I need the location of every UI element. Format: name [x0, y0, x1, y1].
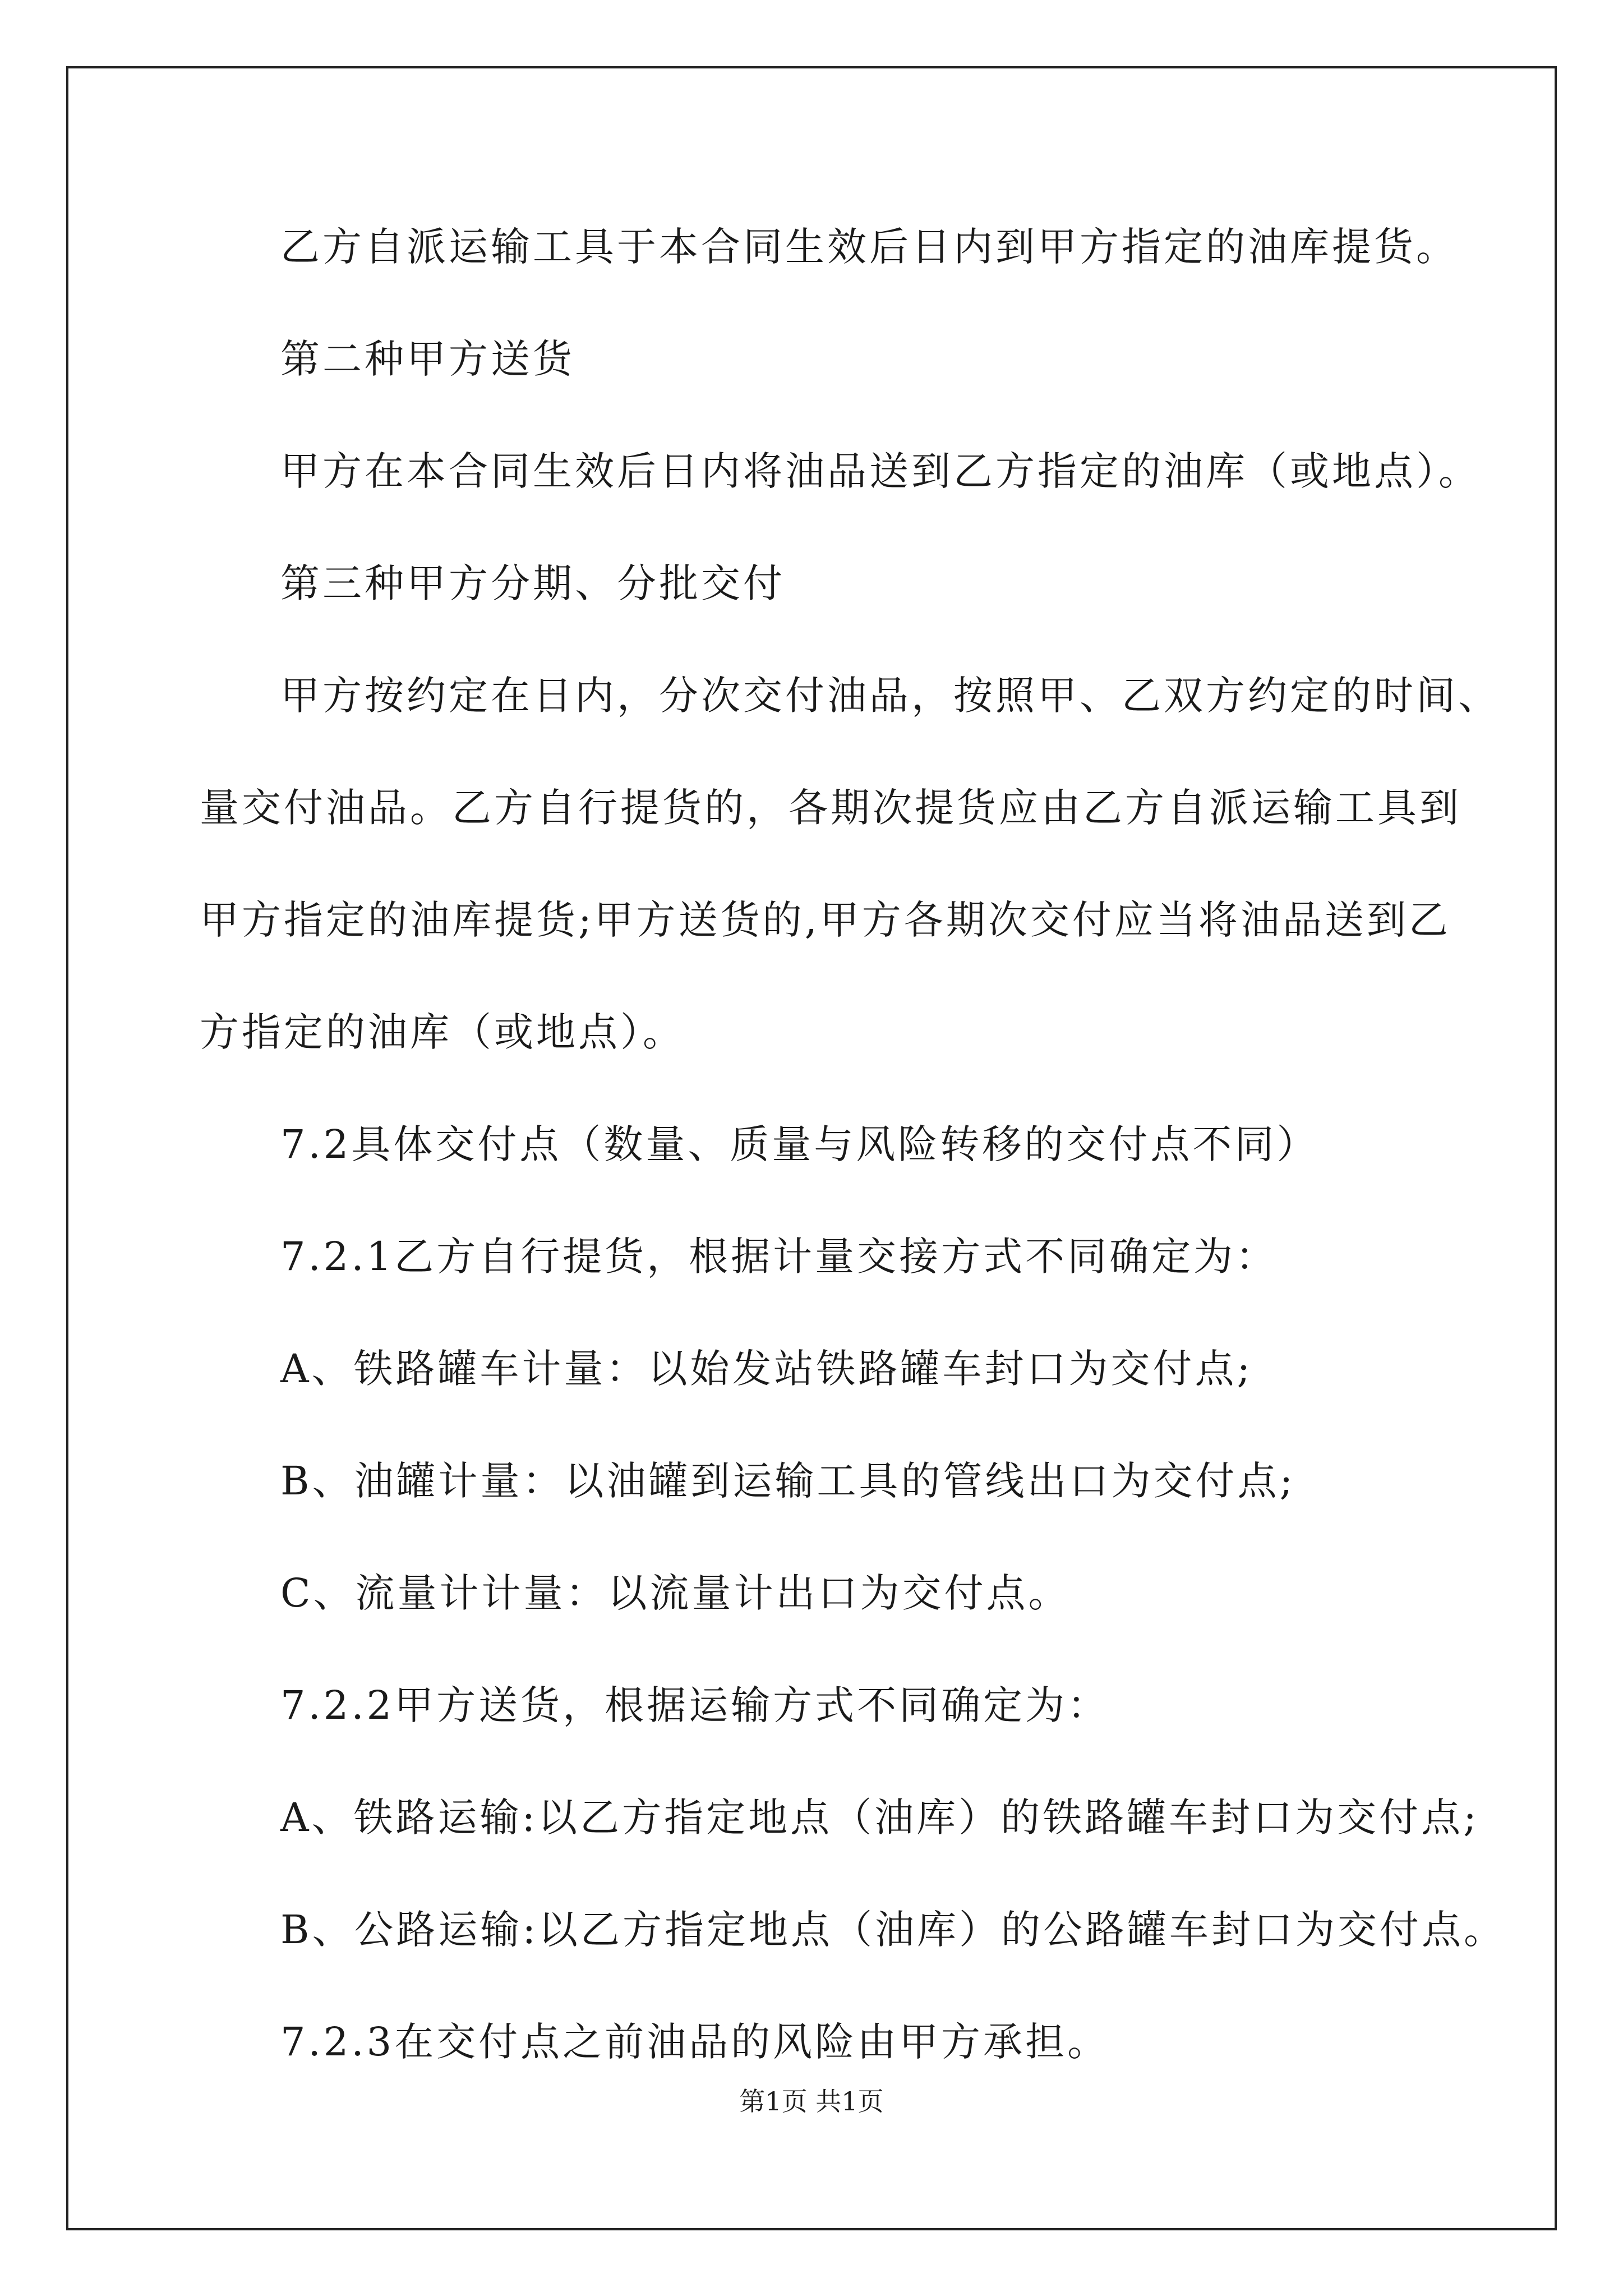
paragraph-line-14: 7.2.2甲方送货，根据运输方式不同确定为： [280, 1682, 1110, 1728]
paragraph-line-16: B、公路运输:以乙方指定地点（油库）的公路罐车封口为交付点。 [280, 1907, 1506, 1953]
paragraph-line-12: B、油罐计量：以油罐到运输工具的管线出口为交付点; [280, 1458, 1296, 1504]
paragraph-line-9: 7.2具体交付点（数量、质量与风险转移的交付点不同） [280, 1121, 1319, 1167]
paragraph-line-8: 方指定的油库（或地点）。 [200, 1009, 685, 1055]
page-number-footer: 第1页 共1页 [739, 2086, 884, 2116]
paragraph-line-11: A、铁路罐车计量：以始发站铁路罐车封口为交付点; [280, 1346, 1253, 1392]
paragraph-line-15: A、铁路运输:以乙方指定地点（油库）的铁路罐车封口为交付点; [280, 1795, 1479, 1841]
paragraph-line-6: 量交付油品。乙方自行提货的，各期次提货应由乙方自派运输工具到 [200, 785, 1461, 831]
paragraph-line-2: 第二种甲方送货 [280, 336, 575, 382]
paragraph-line-13: C、流量计计量：以流量计出口为交付点。 [280, 1570, 1071, 1616]
paragraph-line-4: 第三种甲方分期、分批交付 [280, 560, 785, 606]
paragraph-line-7: 甲方指定的油库提货;甲方送货的,甲方各期次交付应当将油品送到乙 [200, 897, 1451, 943]
paragraph-line-5: 甲方按约定在日内，分次交付油品，按照甲、乙双方约定的时间、 [280, 673, 1500, 719]
paragraph-line-10: 7.2.1乙方自行提货，根据计量交接方式不同确定为： [280, 1234, 1278, 1280]
paragraph-line-17: 7.2.3在交付点之前油品的风险由甲方承担。 [280, 2019, 1110, 2065]
paragraph-line-3: 甲方在本合同生效后日内将油品送到乙方指定的油库（或地点）。 [280, 448, 1481, 494]
paragraph-line-1: 乙方自派运输工具于本合同生效后日内到甲方指定的油库提货。 [280, 224, 1458, 270]
